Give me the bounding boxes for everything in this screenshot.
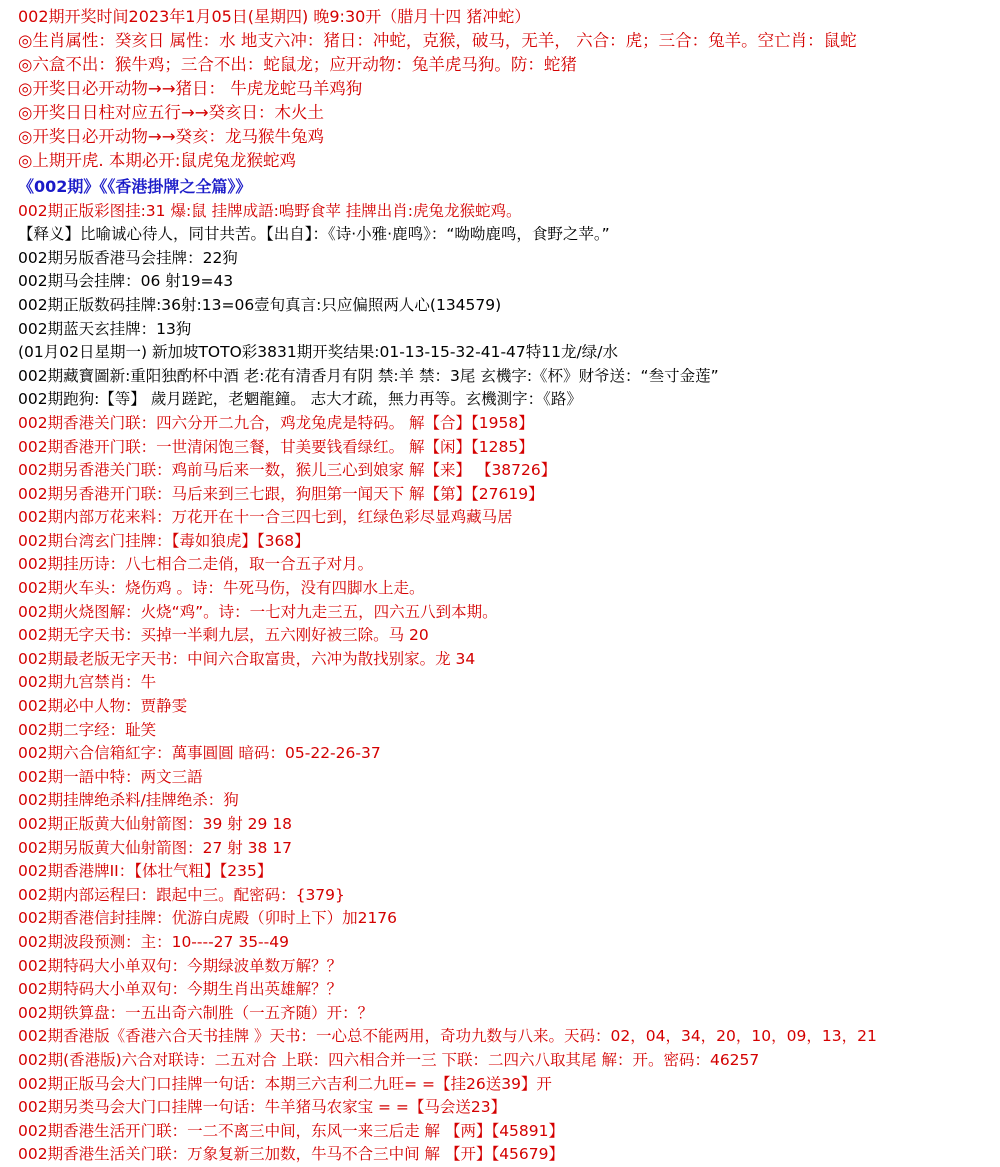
body-line: 002期香港牌II：【体壮气粗】【235】: [18, 862, 273, 881]
body-line: 002期香港版《香港六合天书挂牌 》天书：一心总不能两用，奇功九数与八来。天码：02，04，34，20，10，09，13，21: [18, 1027, 877, 1046]
body-line: 002期台湾玄门挂牌：【毒如狼虎】【368】: [18, 531, 310, 550]
top-line: ◎开奖日日柱对应五行→→癸亥日：木火土: [18, 103, 325, 123]
body-line: 002期波段预测：主：10----27 35--49: [18, 932, 289, 951]
body-line: 002期无字天书：买掉一半剩九层，五六刚好被三除。马 20: [18, 626, 429, 645]
body-line: 002期另版香港马会挂牌：22狗: [18, 248, 238, 267]
body-line: 002期内部运程曰：跟起中三。配密码：{379}: [18, 885, 345, 904]
body-line: 002期特码大小单双句：今期生肖出英雄解？？: [18, 980, 343, 999]
body-line: 002期挂牌绝杀料/挂牌绝杀：狗: [18, 791, 239, 810]
top-line: ◎开奖日必开动物→→癸亥：龙马猴牛兔鸡: [18, 127, 325, 147]
body-line: 002期马会挂牌：06 射19=43: [18, 272, 234, 291]
body-line: 002期铁算盘：一五出奇六制胜（一五齐随）开：？: [18, 1003, 374, 1022]
body-line: 002期二字经：耻笑: [18, 720, 157, 739]
body-line: 002期蓝天玄挂牌：13狗: [18, 319, 192, 338]
body-line: 002期火车头：烧伤鸡 。诗：牛死马伤，没有四脚水上走。: [18, 579, 425, 598]
body-line: 002期正版彩图挂:31 爆:鼠 挂牌成語:嗚野食苹 挂牌出肖:虎兔龙猴蛇鸡。: [18, 201, 522, 220]
body-line: 002期另版黄大仙射箭图：27 射 38 17: [18, 838, 293, 857]
body-line: 002期火烧图解：火烧“鸡”。诗：一七对九走三五，四六五八到本期。: [18, 602, 498, 621]
body-line: 002期香港生活关门联：万象复新三加数，牛马不合三中间 解 【开】【45679】: [18, 1145, 564, 1164]
body-line: 002期正版黄大仙射箭图：39 射 29 18: [18, 815, 293, 833]
body-line: 002期(香港版)六合对联诗：二五对合 上联：四六相合并一三 下联：二四六八取其尾 解：开。密码：46257: [18, 1050, 760, 1069]
body-line: 002期一語中特：两文三語: [18, 767, 203, 786]
top-block: [0, 29, 1000, 174]
body-line: 【释义】比喻诚心待人，同甘共苦。【出自】：《诗·小雅·鹿鸣》：“呦呦鹿鸣，食野之苹。”: [18, 225, 610, 244]
body-lines: [0, 200, 1000, 1167]
body-line: 002期内部万花来料：万花开在十一合三四七到，红绿色彩尽显鸡藏马居: [18, 508, 513, 527]
body-line: 002期香港开门联：一世清闲饱三餐，甘美要钱看绿红。 解【闲】【1285】: [18, 437, 534, 456]
page-header: 002期开奖时间2023年1月05日(星期四) 晚9:30开（腊月十四 猪冲蛇）: [18, 7, 531, 26]
body-line: 002期香港关门联：四六分开二九合，鸡龙兔虎是特码。 解【合】【1958】: [18, 413, 534, 432]
body-line: 002期最老版无字天书：中间六合取富贵，六冲为散找别家。龙 34: [18, 649, 476, 668]
section-title: 《002期》《《香港掛牌之全篇》》: [18, 176, 252, 196]
body-line: 002期藏寶圖新:重阳独酌杯中酒 老:花有清香月有阴 禁:羊 禁：3尾 玄機字:《杯》财爷送：“叁寸金莲”: [18, 366, 719, 385]
body-line: 002期香港生活开门联：一二不离三中间，东风一来三后走 解 【两】【45891】: [18, 1121, 564, 1140]
body-line: 002期另类马会大门口挂牌一句话：牛羊猪马农家宝 = =【马会送23】: [18, 1098, 507, 1117]
body-line: 002期九宫禁肖：牛: [18, 673, 157, 692]
top-line: ◎上期开虎. 本期必开:鼠虎兔龙猴蛇鸡: [18, 151, 296, 171]
body-line: 002期跑狗:【等】 歲月蹉跎，老魍龍鐘。 志大才疏，無力再等。玄機測字：《路》: [18, 390, 582, 409]
body-line: 002期正版数码挂牌:36射:13=06壹旬真言:只应偏照两人心(134579): [18, 295, 502, 314]
top-line: ◎开奖日必开动物→→猪日： 牛虎龙蛇马羊鸡狗: [18, 79, 363, 99]
body-line: 002期六合信箱紅字：萬事圓圓 暗码：05-22-26-37: [18, 744, 381, 763]
body-line: 002期另香港开门联：马后来到三七跟，狗胆第一闻天下 解【第】【27619】: [18, 484, 544, 503]
body-line: (01月02日星期一) 新加坡TOTO彩3831期开奖结果:01-13-15-32-41-47特11龙/绿/水: [18, 343, 618, 362]
top-line: ◎六盒不出：猴牛鸡；三合不出：蛇鼠龙；应开动物：兔羊虎马狗。防：蛇猪: [18, 55, 577, 75]
body-line: 002期必中人物：贾静雯: [18, 697, 188, 716]
body-line: 002期挂历诗：八七相合二走俏，取一合五子对月。: [18, 555, 374, 574]
body-line: 002期香港信封挂牌：优游白虎殿（卯时上下）加2176: [18, 909, 398, 928]
body-line: 002期另香港关门联：鸡前马后来一数，猴儿三心到娘家 解【来】 【38726】: [18, 461, 557, 480]
body-line: 002期正版马会大门口挂牌一句话：本期三六吉利二九旺= =【挂26送39】开: [18, 1074, 552, 1093]
body-line: 002期特码大小单双句：今期绿波单数万解？？: [18, 956, 343, 975]
top-line: ◎生肖属性：癸亥日 属性：水 地支六冲：猪日：冲蛇，克猴，破马，无羊， 六合：虎；三合：兔羊。空亡肖：鼠蛇: [18, 31, 857, 50]
